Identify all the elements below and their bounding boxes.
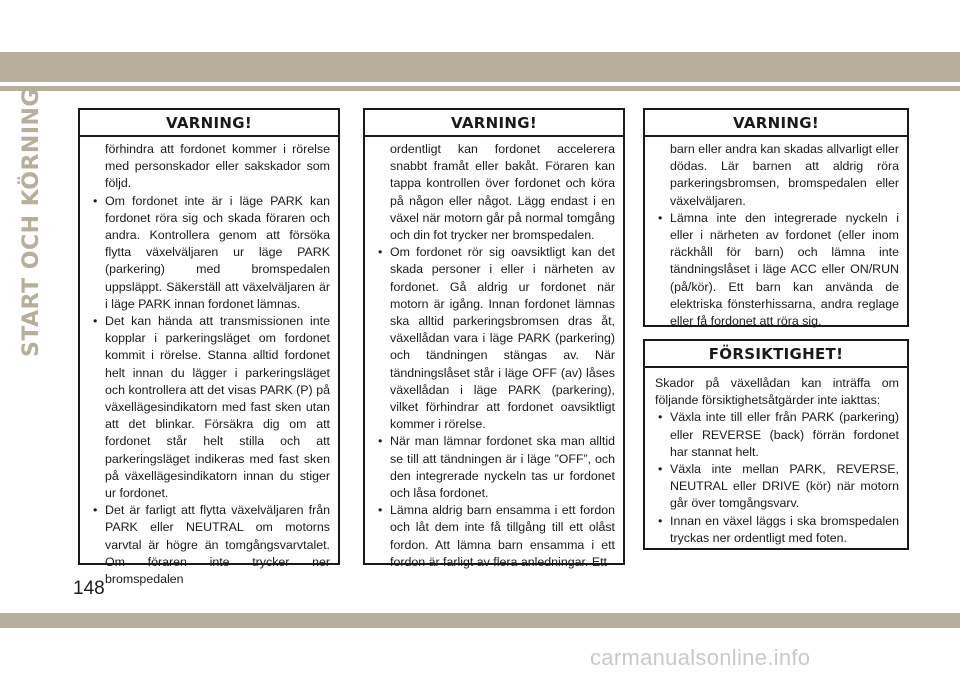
watermark-text: carmanualsonline.info: [590, 645, 811, 670]
page-number: 148: [73, 578, 105, 599]
warning-3-lead: barn eller andra kan skadas allvarligt eller dödas. Lär barnen att aldrig röra parkeringsbromsen, bromspedalen eller växelväljaren.: [670, 142, 899, 208]
caution-item-3: • Innan en växel läggs i ska bromspedalen tryckas ner ordentligt med foten.: [655, 513, 899, 547]
caution-heading: FÖRSIKTIGHET!: [645, 341, 907, 368]
warning-box-1: [78, 108, 340, 587]
warning-1-item-1: • Om fordonet inte är i läge PARK kan fordonet röra sig och skada föraren och andra. Kontrollera genom att försöka flytta växelväljaren ur läge PARK (parkering) med bromspedalen uppsläppt. Säkerställ att växelväljaren är i läge PARK innan fordonet lämnas.: [90, 193, 330, 313]
header-rule: [0, 86, 960, 91]
warning-heading-1: VARNING!: [80, 110, 338, 137]
section-side-title: [14, 88, 48, 357]
warning-heading-3: VARNING!: [645, 110, 907, 137]
warning-2-item-2: • När man lämnar fordonet ska man alltid se till att tändningen är i läge ”OFF”, och den integrerade nyckeln tas ur fordonet och låsa fordonet.: [375, 433, 615, 502]
warning-2-item-1: • Om fordonet rör sig oavsiktligt kan det skada personer i eller i närheten av fordonet. Gå aldrig ur fordonet när motorn är igång. Innan fordonet lämnas ska alltid parkeringsbromsen dras åt, växellådan vara i läge PARK (parkering) och tändningen stängas av. När tändningslåset står i läge OFF (av) låses växellådan i läge PARK (parkering), vilket förhindrar att fordonet oavsiktligt kommer i rörelse.: [375, 244, 615, 433]
warning-2-lead: ordentligt kan fordonet accelerera snabbt framåt eller bakåt. Föraren kan tappa kontrollen över fordonet och köra på någon eller något. Lägg endast i en växel när motorn går på normal tomgång och din fot trycker ner bromspedalen.: [390, 142, 615, 243]
warning-3-item-1: • Lämna inte den integrerade nyckeln i eller i närheten av fordonet (eller inom räckhåll för barn) och lämna inte tändningslåset i läge ACC eller ON/RUN (på/kör). Ett barn kan använda de elektriska fönsterhissarna, andra reglage eller få fordonet att röra sig.: [655, 210, 899, 330]
section-title-text: START OCH KÖRNING: [18, 88, 44, 357]
warning-box-3: [643, 108, 909, 327]
warning-2-item-3: • Lämna aldrig barn ensamma i ett fordon och låt dem inte få tillgång till ett olåst fordon. Att lämna barn ensamma i ett fordon är farligt av flera anledningar. Ett: [375, 502, 615, 571]
caution-item-1: • Växla inte till eller från PARK (parkering) eller REVERSE (back) förrän fordonet har stannat helt.: [655, 409, 899, 461]
caution-box: [643, 339, 909, 550]
warning-1-item-3: • Det är farligt att flytta växelväljaren från PARK eller NEUTRAL om motorns varvtal är högre än tomgångsvarvtalet. Om föraren inte trycker ner bromspedalen: [90, 502, 330, 588]
header-band: [0, 52, 960, 82]
caution-item-2: • Växla inte mellan PARK, REVERSE, NEUTRAL eller DRIVE (kör) när motorn går över tomgångsvarv.: [655, 461, 899, 513]
footer-band: [0, 613, 960, 628]
warning-1-item-2: • Det kan hända att transmissionen inte kopplar i parkeringsläget om fordonet kommit i rörelse. Stanna alltid fordonet helt innan du lägger i parkeringsläget och kontrollera att det visas PARK (P) på växellägesindikatorn med fast sken utan att det blinkar. Försäkra dig om att fordonet står helt stilla och att parkeringsläget indikeras med fast sken på växellägesindikatorn innan du stiger ur fordonet.: [90, 313, 330, 502]
warning-box-2: [363, 108, 625, 569]
warning-heading-2: VARNING!: [365, 110, 623, 137]
warning-1-lead: förhindra att fordonet kommer i rörelse med personskador eller sakskador som följd.: [105, 142, 330, 191]
caution-intro: Skador på växellådan kan inträffa om följande försiktighetsåtgärder inte iakttas:: [655, 376, 899, 408]
